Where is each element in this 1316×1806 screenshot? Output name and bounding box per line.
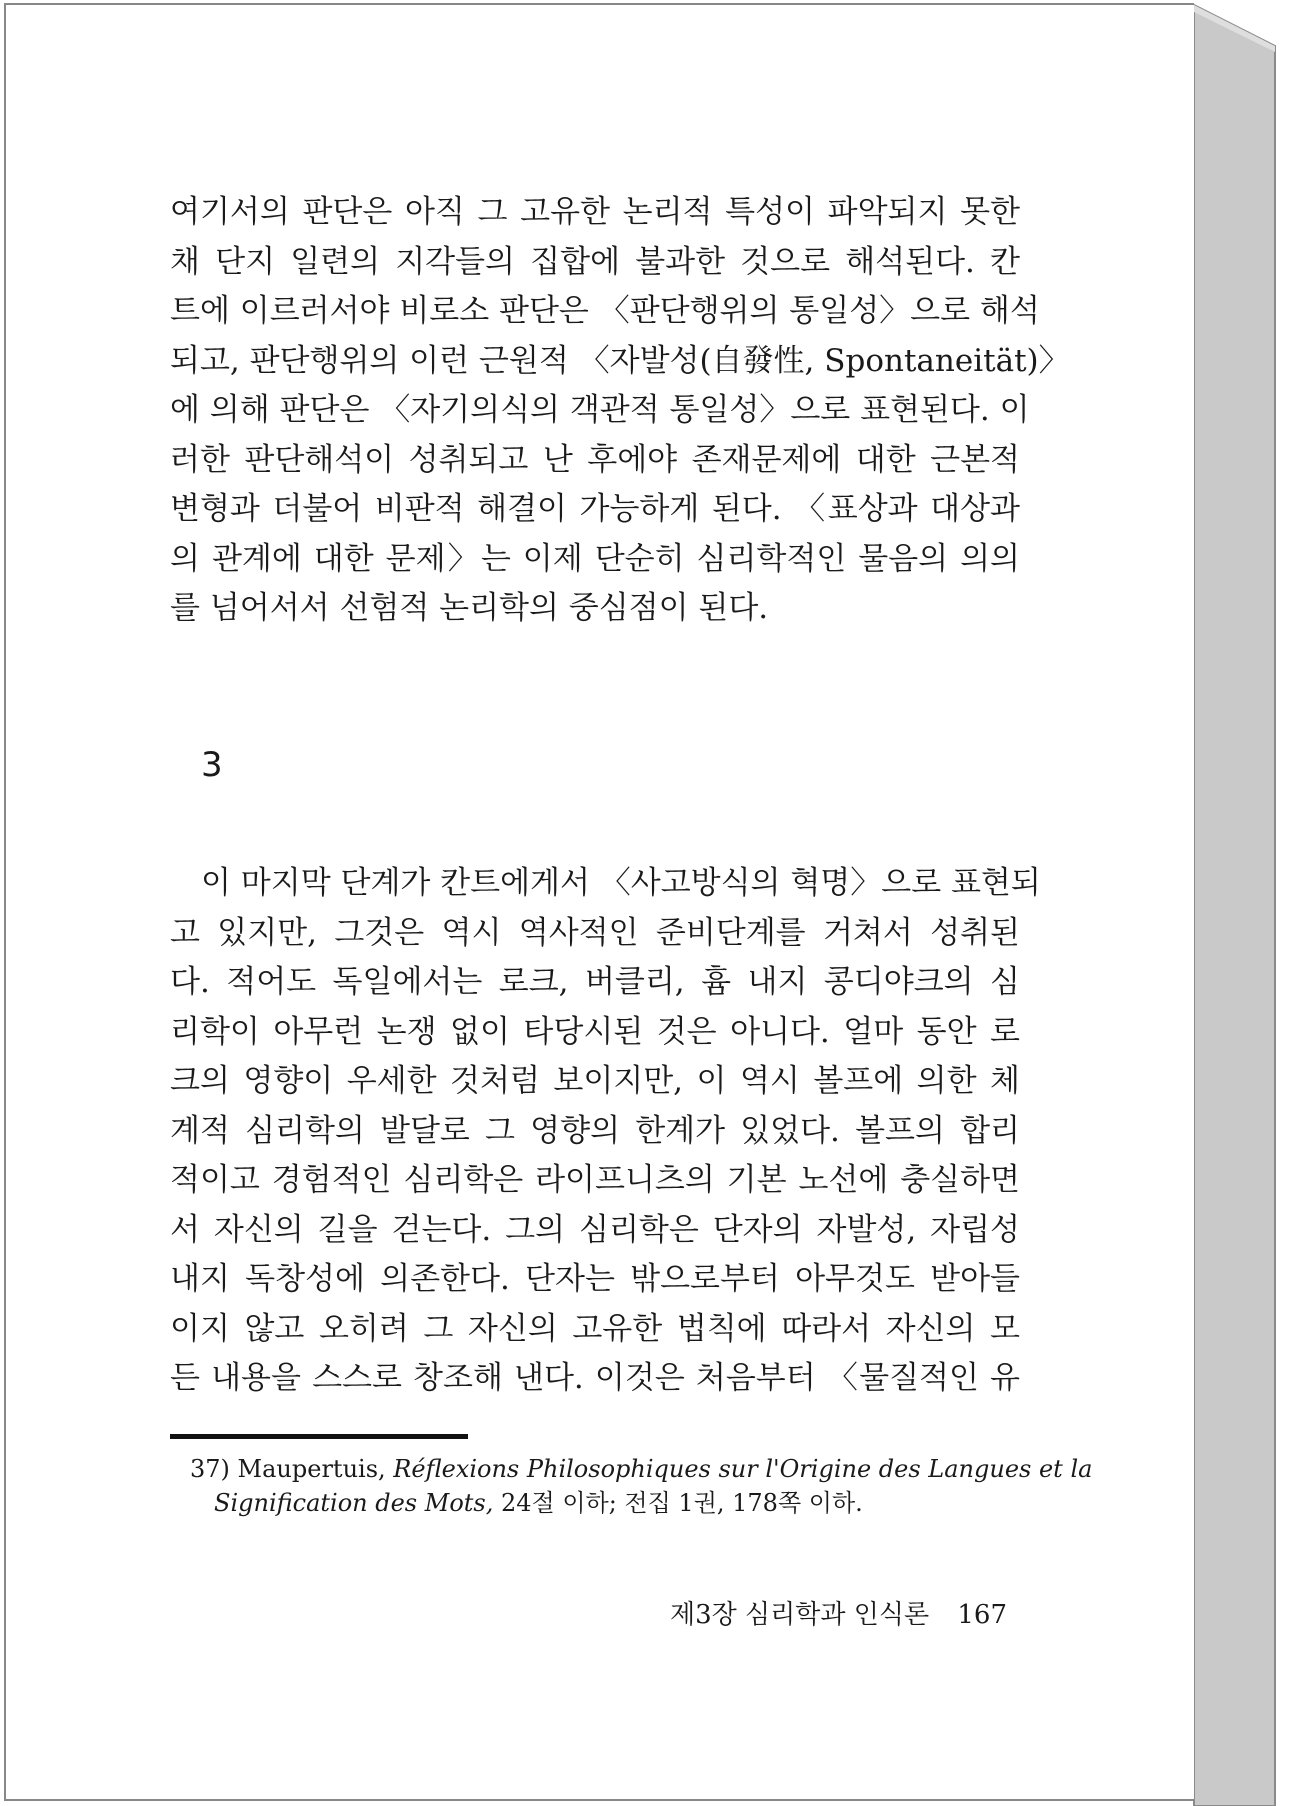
text-line: 를 넘어서서 선험적 논리학의 중심점이 된다. [170, 590, 769, 626]
footnote-title: Réflexions Philosophiques sur l'Origine des Langues et la [393, 1455, 1093, 1483]
page-number: 167 [957, 1600, 1008, 1630]
footnote-line [190, 1452, 1093, 1486]
text-line: 변형과 더불어 비판적 해결이 가능하게 된다. 〈표상과 대상과 [170, 491, 1020, 527]
text-line: 리학이 아무런 논쟁 없이 타당시된 것은 아니다. 얼마 동안 로 [170, 1013, 1020, 1050]
text-line: 에 의해 판단은 〈자기의식의 객관적 통일성〉으로 표현된다. 이 [170, 392, 1030, 428]
text-line: 다. 적어도 독일에서는 로크, 버클리, 흄 내지 콩디야크의 심 [170, 964, 1020, 1000]
footnote-divider [170, 1434, 468, 1439]
section-number: 3 [201, 745, 223, 785]
text-line: 이 마지막 단계가 칸트에게서 〈사고방식의 혁명〉으로 표현되 [201, 865, 1041, 901]
text-line: 서 자신의 길을 걷는다. 그의 심리학은 단자의 자발성, 자립성 [170, 1211, 1020, 1248]
text-line: 이지 않고 오히려 그 자신의 고유한 법칙에 따라서 자신의 모 [170, 1310, 1020, 1347]
text-line: 든 내용을 스스로 창조해 낸다. 이것은 처음부터 〈물질적인 유 [170, 1360, 1020, 1396]
running-footer-chapter: 제3장 심리학과 인식론 [670, 1600, 930, 1630]
paragraph-1 [170, 188, 1070, 634]
footnote [190, 1452, 1093, 1520]
footnote-author: Maupertuis, [237, 1455, 386, 1483]
text-line: 러한 판단해석이 성취되고 난 후에야 존재문제에 대한 근본적 [170, 441, 1020, 478]
text-line: 내지 독창성에 의존한다. 단자는 밖으로부터 아무것도 받아들 [170, 1261, 1020, 1297]
footnote-title-cont: Signification des Mots, [214, 1489, 494, 1517]
text-line: 트에 이르러서야 비로소 판단은 〈판단행위의 통일성〉으로 해석 [170, 293, 1040, 329]
text-line: 적이고 경험적인 심리학은 라이프니츠의 기본 노선에 충실하면 [170, 1162, 1020, 1198]
footnote-reference: 24절 이하; 전집 1권, 178쪽 이하. [501, 1489, 863, 1517]
text-line: 의 관계에 대한 문제〉는 이제 단순히 심리학적인 물음의 의의 [170, 540, 1020, 577]
text-line: 계적 심리학의 발달로 그 영향의 한계가 있었다. 볼프의 합리 [170, 1112, 1020, 1149]
footnote-line [190, 1486, 1030, 1520]
paragraph-2 [170, 859, 1041, 1404]
text-line: 채 단지 일련의 지각들의 집합에 불과한 것으로 해석된다. 칸 [170, 243, 1020, 280]
footnote-marker: 37) [190, 1455, 230, 1483]
text-line: 되고, 판단행위의 이런 근원적 〈자발성(自發性, Spontaneität)〉 [170, 342, 1070, 379]
text-line: 고 있지만, 그것은 역시 역사적인 준비단계를 거쳐서 성취된 [170, 914, 1020, 951]
text-line: 여기서의 판단은 아직 그 고유한 논리적 특성이 파악되지 못한 [170, 194, 1020, 230]
text-line: 크의 영향이 우세한 것처럼 보이지만, 이 역시 볼프에 의한 체 [170, 1063, 1020, 1099]
page-footer [670, 1594, 1007, 1631]
